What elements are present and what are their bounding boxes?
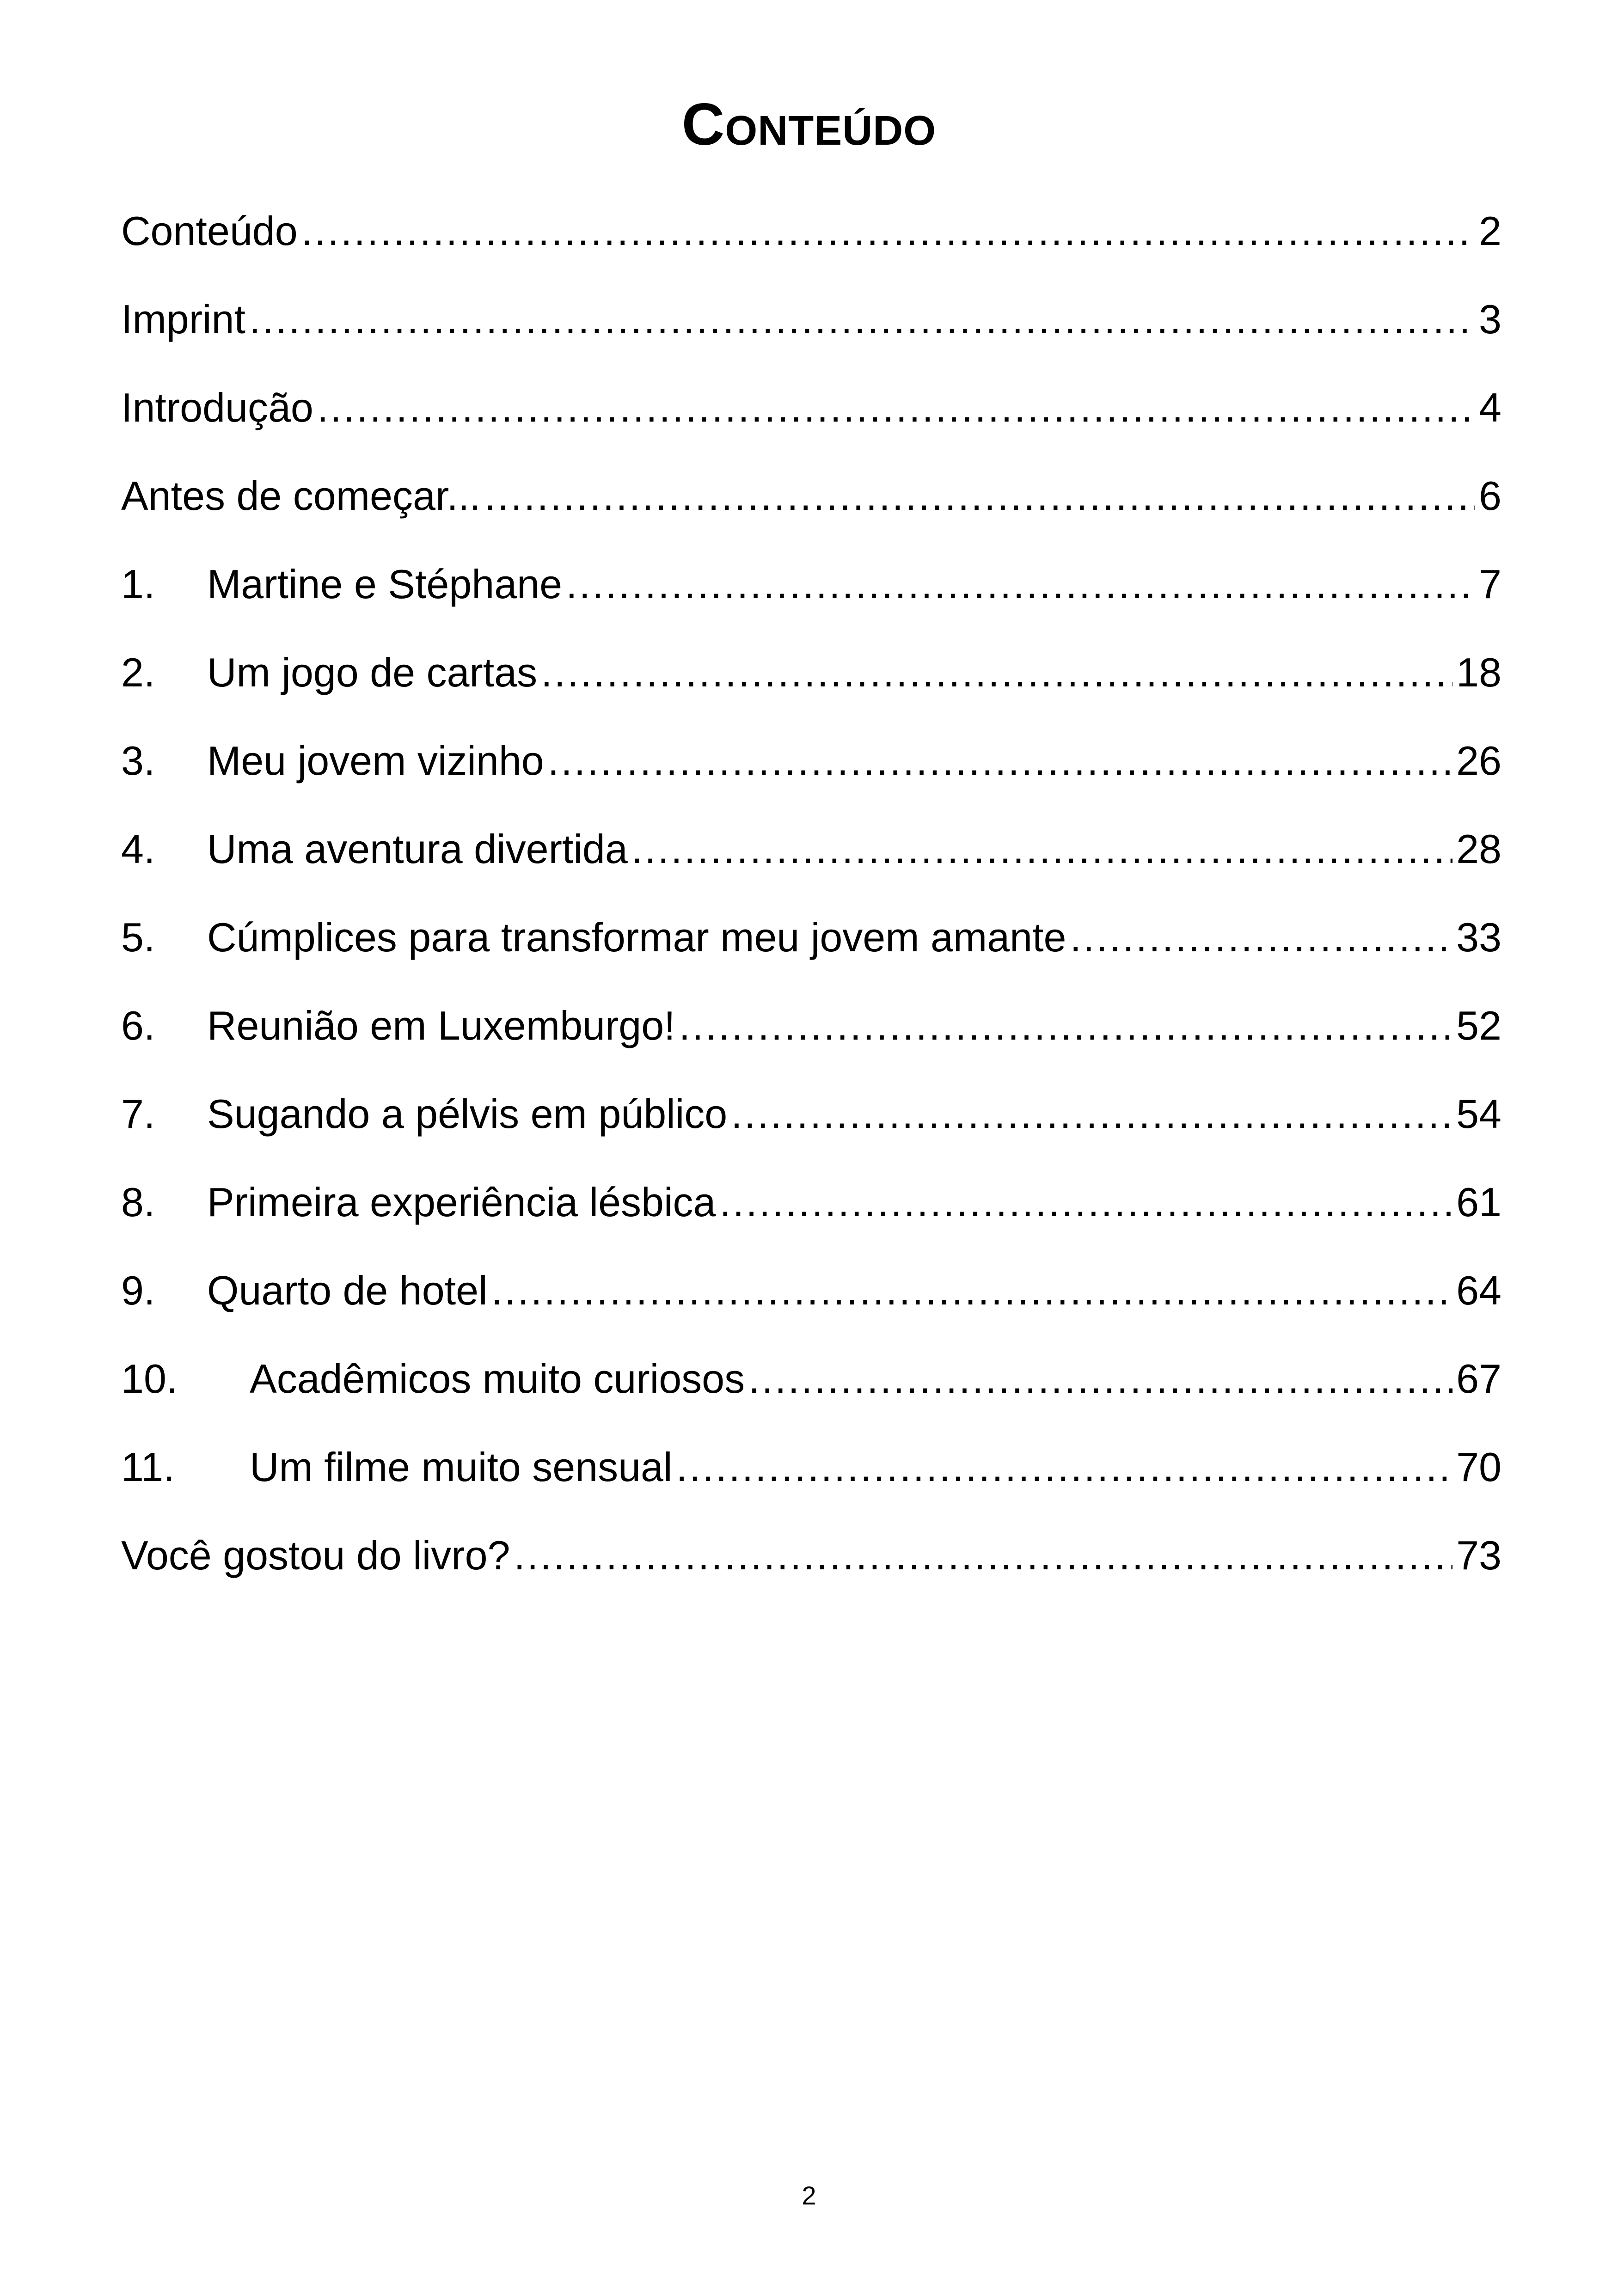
toc-entry[interactable] bbox=[121, 1170, 1502, 1258]
toc-dot-leader bbox=[679, 993, 1453, 1058]
toc-entry-number: 2. bbox=[121, 649, 155, 695]
toc-dot-leader bbox=[719, 1170, 1453, 1235]
toc-entry-page: 52 bbox=[1456, 1003, 1502, 1048]
toc-dot-leader bbox=[676, 1435, 1453, 1500]
toc-entry-page: 73 bbox=[1456, 1532, 1502, 1578]
toc-entry-number: 7. bbox=[121, 1091, 155, 1137]
toc-entry[interactable] bbox=[121, 1258, 1502, 1347]
toc-entry-number: 3. bbox=[121, 738, 155, 784]
toc-entry-label: Acadêmicos muito curiosos bbox=[250, 1356, 745, 1402]
toc-entry[interactable] bbox=[121, 1523, 1502, 1611]
toc-entry-label: Martine e Stéphane bbox=[207, 561, 563, 607]
toc-dot-leader bbox=[514, 1523, 1453, 1588]
toc-entry-label: Um filme muito sensual bbox=[250, 1444, 673, 1490]
toc-entry[interactable] bbox=[121, 993, 1502, 1082]
toc-entry[interactable] bbox=[121, 1435, 1502, 1523]
toc-entry-page: 54 bbox=[1456, 1091, 1502, 1137]
toc-dot-leader bbox=[548, 729, 1453, 793]
toc-dot-leader bbox=[484, 464, 1475, 528]
toc-entry-page: 64 bbox=[1456, 1267, 1502, 1313]
toc-entry-page: 28 bbox=[1456, 826, 1502, 872]
toc-dot-leader bbox=[301, 199, 1475, 263]
toc-entry-number: 8. bbox=[121, 1179, 155, 1225]
toc-entry-label: Imprint bbox=[121, 296, 245, 342]
toc-dot-leader bbox=[541, 640, 1453, 705]
toc-entry-label: Um jogo de cartas bbox=[207, 649, 538, 695]
toc-entry-number: 10. bbox=[121, 1356, 178, 1402]
toc-entry-label: Reunião em Luxemburgo! bbox=[207, 1003, 675, 1048]
toc-dot-leader bbox=[748, 1347, 1453, 1411]
toc-dot-leader bbox=[731, 1082, 1453, 1146]
toc-entry[interactable] bbox=[121, 287, 1502, 375]
toc-entry-label: Uma aventura divertida bbox=[207, 826, 628, 872]
toc-entry-number: 6. bbox=[121, 1003, 155, 1048]
toc-entry-page: 7 bbox=[1479, 561, 1502, 607]
toc-entry[interactable] bbox=[121, 375, 1502, 464]
toc-entry-page: 2 bbox=[1479, 208, 1502, 254]
toc-entry-label: Introdução bbox=[121, 385, 313, 430]
toc-entry-number: 1. bbox=[121, 561, 155, 607]
toc-entry[interactable] bbox=[121, 905, 1502, 993]
toc-entry-label: Primeira experiência lésbica bbox=[207, 1179, 716, 1225]
toc-entry[interactable] bbox=[121, 817, 1502, 905]
toc-entry-number: 5. bbox=[121, 914, 155, 960]
toc-dot-leader bbox=[317, 375, 1475, 440]
toc-entry-page: 26 bbox=[1456, 738, 1502, 784]
toc-entry-page: 18 bbox=[1456, 649, 1502, 695]
page-number: 2 bbox=[802, 2181, 816, 2210]
toc-entry[interactable] bbox=[121, 464, 1502, 552]
toc-entry-number: 4. bbox=[121, 826, 155, 872]
toc-dot-leader bbox=[249, 287, 1475, 352]
toc-entry-label: Quarto de hotel bbox=[207, 1267, 488, 1313]
toc-entry[interactable] bbox=[121, 552, 1502, 640]
toc-entry-page: 4 bbox=[1479, 385, 1502, 430]
toc-entry[interactable] bbox=[121, 640, 1502, 729]
toc-entry-page: 70 bbox=[1456, 1444, 1502, 1490]
toc-dot-leader bbox=[631, 817, 1453, 882]
toc-dot-leader bbox=[491, 1258, 1453, 1323]
toc-entry-label: Conteúdo bbox=[121, 208, 298, 254]
toc-entry-number: 9. bbox=[121, 1267, 155, 1313]
toc-entry-page: 61 bbox=[1456, 1179, 1502, 1225]
toc-entry-number: 11. bbox=[121, 1444, 175, 1490]
page-title: Conteúdo bbox=[681, 92, 937, 158]
toc-entry-page: 3 bbox=[1479, 296, 1502, 342]
toc-dot-leader bbox=[1070, 905, 1453, 970]
table-of-contents bbox=[121, 199, 1502, 1611]
toc-entry-label: Você gostou do livro? bbox=[121, 1532, 510, 1578]
toc-entry-page: 33 bbox=[1456, 914, 1502, 960]
toc-entry-label: Sugando a pélvis em público bbox=[207, 1091, 728, 1137]
toc-dot-leader bbox=[566, 552, 1475, 617]
toc-entry-label: Antes de começar... bbox=[121, 473, 481, 519]
toc-entry[interactable] bbox=[121, 729, 1502, 817]
toc-entry-page: 6 bbox=[1479, 473, 1502, 519]
toc-entry-label: Meu jovem vizinho bbox=[207, 738, 544, 784]
toc-entry-page: 67 bbox=[1456, 1356, 1502, 1402]
toc-entry[interactable] bbox=[121, 199, 1502, 287]
toc-entry[interactable] bbox=[121, 1082, 1502, 1170]
toc-entry-label: Cúmplices para transformar meu jovem amante bbox=[207, 914, 1066, 960]
toc-entry[interactable] bbox=[121, 1347, 1502, 1435]
